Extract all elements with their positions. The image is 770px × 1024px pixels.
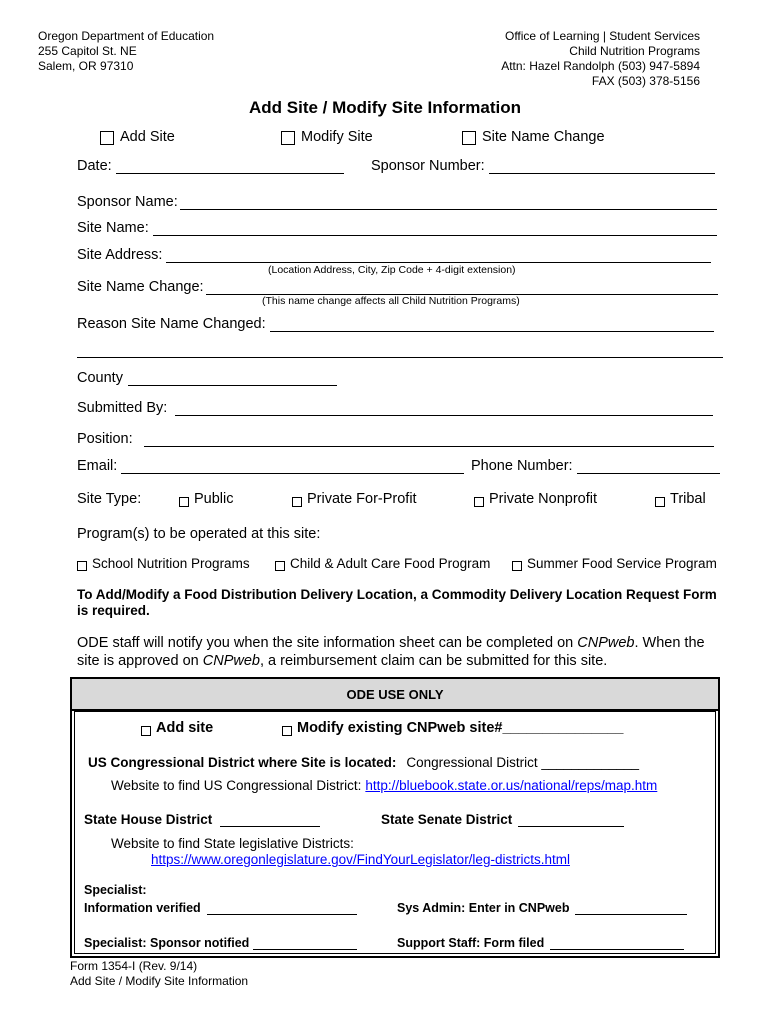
site-address-field[interactable] bbox=[166, 246, 711, 263]
site-type-private-nonprofit[interactable]: Private Nonprofit bbox=[474, 491, 597, 507]
sponsor-number-row bbox=[371, 157, 715, 174]
site-type-label: Site Type: bbox=[77, 491, 142, 507]
checkbox-icon[interactable] bbox=[77, 561, 87, 571]
position-row bbox=[77, 430, 714, 447]
checkbox-icon[interactable] bbox=[292, 497, 302, 507]
date-row bbox=[77, 157, 344, 174]
phone-field[interactable] bbox=[577, 457, 720, 474]
site-name-change-note: (This name change affects all Child Nutrition Programs) bbox=[262, 295, 520, 307]
site-name-label: Site Name: bbox=[77, 220, 149, 236]
email-field[interactable] bbox=[121, 457, 464, 474]
checkbox-icon[interactable] bbox=[179, 497, 189, 507]
info-verified-row bbox=[84, 898, 357, 915]
position-label: Position: bbox=[77, 431, 133, 447]
sponsor-name-label: Sponsor Name: bbox=[77, 194, 178, 210]
checkbox-icon[interactable] bbox=[512, 561, 522, 571]
sponsor-number-label: Sponsor Number: bbox=[371, 158, 485, 174]
info-verified-field[interactable] bbox=[207, 898, 357, 915]
cnpweb-notice: ODE staff will notify you when the site information sheet can be completed on CNPweb. When the site is approved on CNPweb, a reimbursement claim can be submitted for this site. bbox=[77, 635, 705, 669]
phone-label: Phone Number: bbox=[471, 458, 573, 474]
option-add-site[interactable]: Add Site bbox=[100, 129, 175, 145]
congress-label: US Congressional District where Site is located: bbox=[88, 755, 397, 770]
reason-row bbox=[77, 315, 714, 332]
leg-site-label: Website to find State legislative Districts: bbox=[111, 836, 354, 851]
ode-use-only-heading: ODE USE ONLY bbox=[72, 679, 718, 711]
site-type-tribal[interactable]: Tribal bbox=[655, 491, 706, 507]
sponsor-name-row bbox=[77, 193, 717, 210]
site-address-note: (Location Address, City, Zip Code + 4-digit extension) bbox=[268, 264, 516, 276]
ode-add-site[interactable]: Add site bbox=[141, 720, 213, 736]
congress-site-row bbox=[111, 778, 657, 793]
checkbox-icon[interactable] bbox=[281, 131, 295, 145]
ode-use-only-body bbox=[74, 711, 716, 954]
site-name-change-field[interactable] bbox=[206, 278, 718, 295]
state-house-field[interactable] bbox=[220, 810, 320, 827]
congress-site-label: Website to find US Congressional District: bbox=[111, 778, 362, 793]
site-type-private-for-profit[interactable]: Private For-Profit bbox=[292, 491, 417, 507]
checkbox-icon[interactable] bbox=[275, 561, 285, 571]
form-number: Form 1354-I (Rev. 9/14) bbox=[70, 959, 198, 973]
position-field[interactable] bbox=[144, 430, 714, 447]
ode-modify-site[interactable]: Modify existing CNPweb site#_______________ bbox=[282, 720, 623, 736]
header-right bbox=[501, 29, 700, 89]
info-verified-label: Information verified bbox=[84, 901, 201, 915]
reason-field-line-2[interactable] bbox=[77, 341, 723, 358]
agency-city: Salem, OR 97310 bbox=[38, 59, 134, 73]
county-row bbox=[77, 369, 337, 386]
support-staff-field[interactable] bbox=[550, 933, 684, 950]
submitted-by-label: Submitted By: bbox=[77, 400, 168, 416]
date-field[interactable] bbox=[116, 157, 344, 174]
sys-admin-label: Sys Admin: Enter in CNPweb bbox=[397, 901, 570, 915]
site-name-field[interactable] bbox=[153, 219, 717, 236]
checkbox-icon[interactable] bbox=[462, 131, 476, 145]
site-name-change-label: Site Name Change: bbox=[77, 279, 204, 295]
commodity-notice: To Add/Modify a Food Distribution Delivery Location, a Commodity Delivery Location Request Form is required. bbox=[77, 587, 717, 618]
state-senate-label: State Senate District bbox=[381, 812, 513, 827]
sponsor-name-field[interactable] bbox=[180, 193, 717, 210]
state-house-row bbox=[84, 810, 320, 827]
submitted-by-field[interactable] bbox=[175, 399, 713, 416]
program-child-adult[interactable]: Child & Adult Care Food Program bbox=[275, 556, 490, 571]
date-label: Date: bbox=[77, 158, 112, 174]
sys-admin-field[interactable] bbox=[575, 898, 687, 915]
checkbox-icon[interactable] bbox=[474, 497, 484, 507]
form-name: Add Site / Modify Site Information bbox=[70, 974, 249, 988]
site-name-row bbox=[77, 219, 717, 236]
site-address-label: Site Address: bbox=[77, 247, 163, 263]
congress-url-link[interactable]: http://bluebook.state.or.us/national/reps/map.htm bbox=[365, 778, 658, 793]
agency-street: 255 Capitol St. NE bbox=[38, 44, 137, 58]
checkbox-icon[interactable] bbox=[655, 497, 665, 507]
form-title: Add Site / Modify Site Information bbox=[249, 98, 521, 117]
reason-label: Reason Site Name Changed: bbox=[77, 316, 266, 332]
specialist-label: Specialist: bbox=[84, 883, 147, 897]
sponsor-notified-row bbox=[84, 933, 357, 950]
county-field[interactable] bbox=[128, 369, 337, 386]
sponsor-notified-label: Specialist: Sponsor notified bbox=[84, 936, 250, 950]
email-row bbox=[77, 457, 464, 474]
support-staff-label: Support Staff: Form filed bbox=[397, 936, 545, 950]
footer bbox=[70, 959, 248, 989]
state-senate-row bbox=[381, 810, 624, 827]
checkbox-icon[interactable] bbox=[282, 726, 292, 736]
state-senate-field[interactable] bbox=[518, 810, 624, 827]
submitted-by-row bbox=[77, 399, 713, 416]
phone-row bbox=[471, 457, 720, 474]
program-summer[interactable]: Summer Food Service Program bbox=[512, 556, 717, 571]
sponsor-number-field[interactable] bbox=[489, 157, 715, 174]
site-name-change-row bbox=[77, 278, 718, 295]
congress-field[interactable]: Congressional District _____________ bbox=[406, 755, 639, 770]
sponsor-notified-field[interactable] bbox=[253, 933, 357, 950]
leg-url-link[interactable]: https://www.oregonlegislature.gov/FindYourLegislator/leg-districts.html bbox=[151, 852, 570, 867]
congress-row bbox=[88, 755, 639, 770]
agency-name: Oregon Department of Education bbox=[38, 29, 215, 43]
sys-admin-row bbox=[397, 898, 687, 915]
county-label: County bbox=[77, 370, 123, 386]
checkbox-icon[interactable] bbox=[100, 131, 114, 145]
header-left bbox=[38, 29, 214, 74]
programs-label: Program(s) to be operated at this site: bbox=[77, 526, 321, 542]
program-school[interactable]: School Nutrition Programs bbox=[77, 556, 250, 571]
checkbox-icon[interactable] bbox=[141, 726, 151, 736]
support-staff-row bbox=[397, 933, 684, 950]
contact-attn: Attn: Hazel Randolph (503) 947-5894 bbox=[501, 59, 700, 73]
site-address-row bbox=[77, 246, 711, 263]
reason-field[interactable] bbox=[270, 315, 714, 332]
email-label: Email: bbox=[77, 458, 118, 474]
office-name: Office of Learning | Student Services bbox=[504, 29, 700, 43]
state-house-label: State House District bbox=[84, 812, 213, 827]
option-modify-site[interactable]: Modify Site bbox=[281, 129, 373, 145]
site-type-public[interactable]: Public bbox=[179, 491, 234, 507]
program-name: Child Nutrition Programs bbox=[569, 44, 700, 58]
option-site-name-change[interactable]: Site Name Change bbox=[462, 129, 605, 145]
contact-fax: FAX (503) 378-5156 bbox=[591, 74, 700, 88]
